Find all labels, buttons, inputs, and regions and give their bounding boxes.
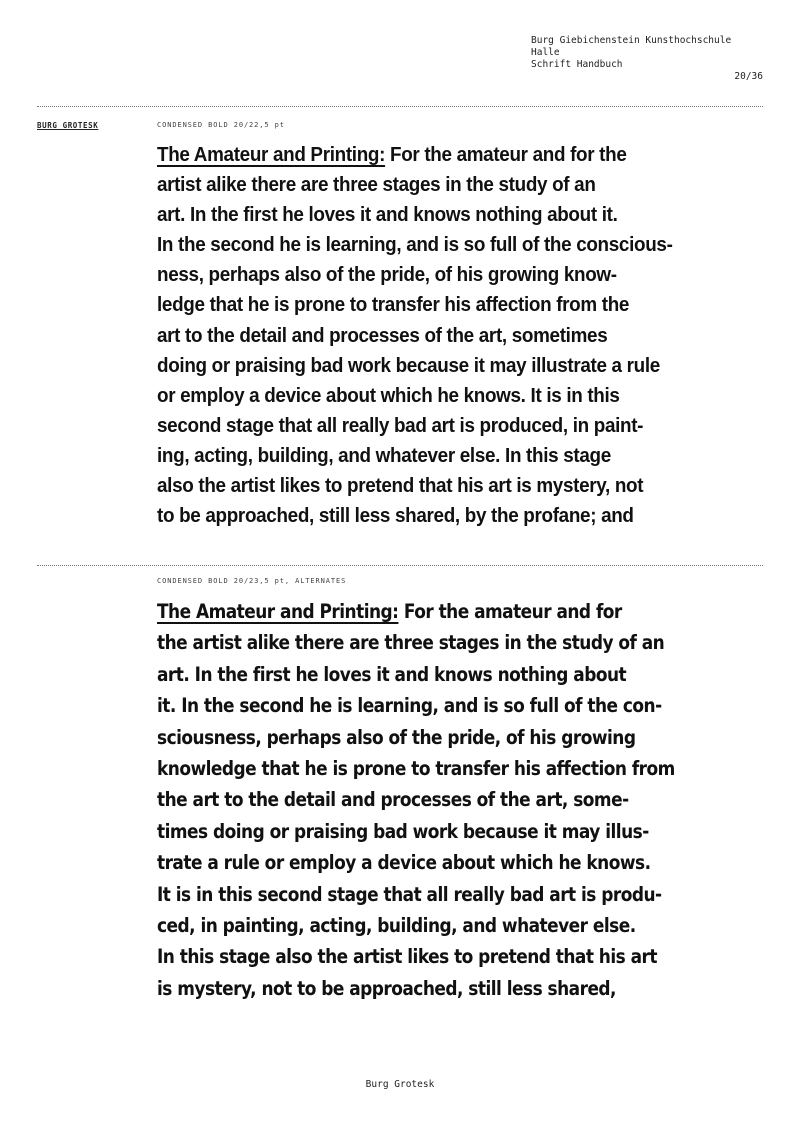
type-sample-2 — [157, 596, 675, 1004]
sample-1-line: to be approached, still less shared, by the profane; and — [157, 504, 634, 528]
sample-2-line: is mystery, not to be approached, still less shared, — [157, 976, 616, 1000]
sample-1-line: ing, acting, building, and whatever else. In this stage — [157, 443, 611, 467]
page-number: 20/36 — [734, 71, 763, 82]
sample-1-line: or employ a device about which he knows. It is in this — [157, 383, 620, 407]
sample-1-line-text: For the amateur and for the — [389, 143, 627, 166]
sample-2-line-text: For the amateur and for — [403, 600, 622, 623]
sample-1-line: art. In the first he loves it and knows nothing about it. — [157, 203, 618, 227]
sample-1-line — [157, 140, 673, 170]
sample-2-line: the artist alike there are three stages in the study of an — [157, 631, 665, 655]
sample-2-line: trate a rule or employ a device about which he knows. — [157, 851, 651, 875]
sample-1-spec: CONDENSED BOLD 20/22,5 pt — [157, 121, 285, 129]
sample-1-line: also the artist likes to pretend that his art is mystery, not — [157, 474, 644, 498]
sample-1-lead: The Amateur and Printing: — [157, 143, 386, 166]
sample-1-line: ness, perhaps also of the pride, of his growing know- — [157, 263, 617, 287]
page-footer: Burg Grotesk — [365, 1079, 435, 1090]
sample-2-lead: The Amateur and Printing: — [157, 600, 399, 623]
sample-1-line: art to the detail and processes of the art, sometimes — [157, 323, 608, 347]
divider-middle — [37, 565, 763, 566]
page-header — [531, 35, 763, 83]
sample-2-line: It is in this second stage that all really bad art is produ- — [157, 882, 662, 906]
sample-2-line: sciousness, perhaps also of the pride, of his growing — [157, 725, 636, 749]
section-label: BURG GROTESK — [37, 121, 99, 130]
sample-2-line: times doing or praising bad work because it may illus- — [157, 819, 649, 843]
sample-2-line — [157, 596, 675, 627]
divider-top — [37, 106, 763, 107]
sample-1-line: ledge that he is prone to transfer his affection from the — [157, 293, 630, 317]
sample-1-line: second stage that all really bad art is produced, in paint- — [157, 413, 644, 437]
sample-2-line: it. In the second he is learning, and is so full of the con- — [157, 694, 662, 718]
sample-1-line: doing or praising bad work because it may illustrate a rule — [157, 353, 660, 377]
sample-2-line: the art to the detail and processes of the art, some- — [157, 788, 629, 812]
publication-title: Schrift Handbuch — [531, 59, 623, 70]
sample-1-line: artist alike there are three stages in the study of an — [157, 173, 596, 197]
institution-name: Burg Giebichenstein Kunsthochschule Halle — [531, 35, 732, 58]
type-sample-1 — [157, 140, 673, 531]
sample-2-line: In this stage also the artist likes to pretend that his art — [157, 945, 657, 969]
sample-2-line: art. In the first he loves it and knows nothing about — [157, 662, 627, 686]
sample-2-line: ced, in painting, acting, building, and whatever else. — [157, 914, 636, 938]
sample-2-spec: CONDENSED BOLD 20/23,5 pt, ALTERNATES — [157, 577, 347, 585]
sample-1-line: In the second he is learning, and is so full of the conscious- — [157, 233, 673, 257]
sample-2-line: knowledge that he is prone to transfer his affection from — [157, 757, 675, 781]
